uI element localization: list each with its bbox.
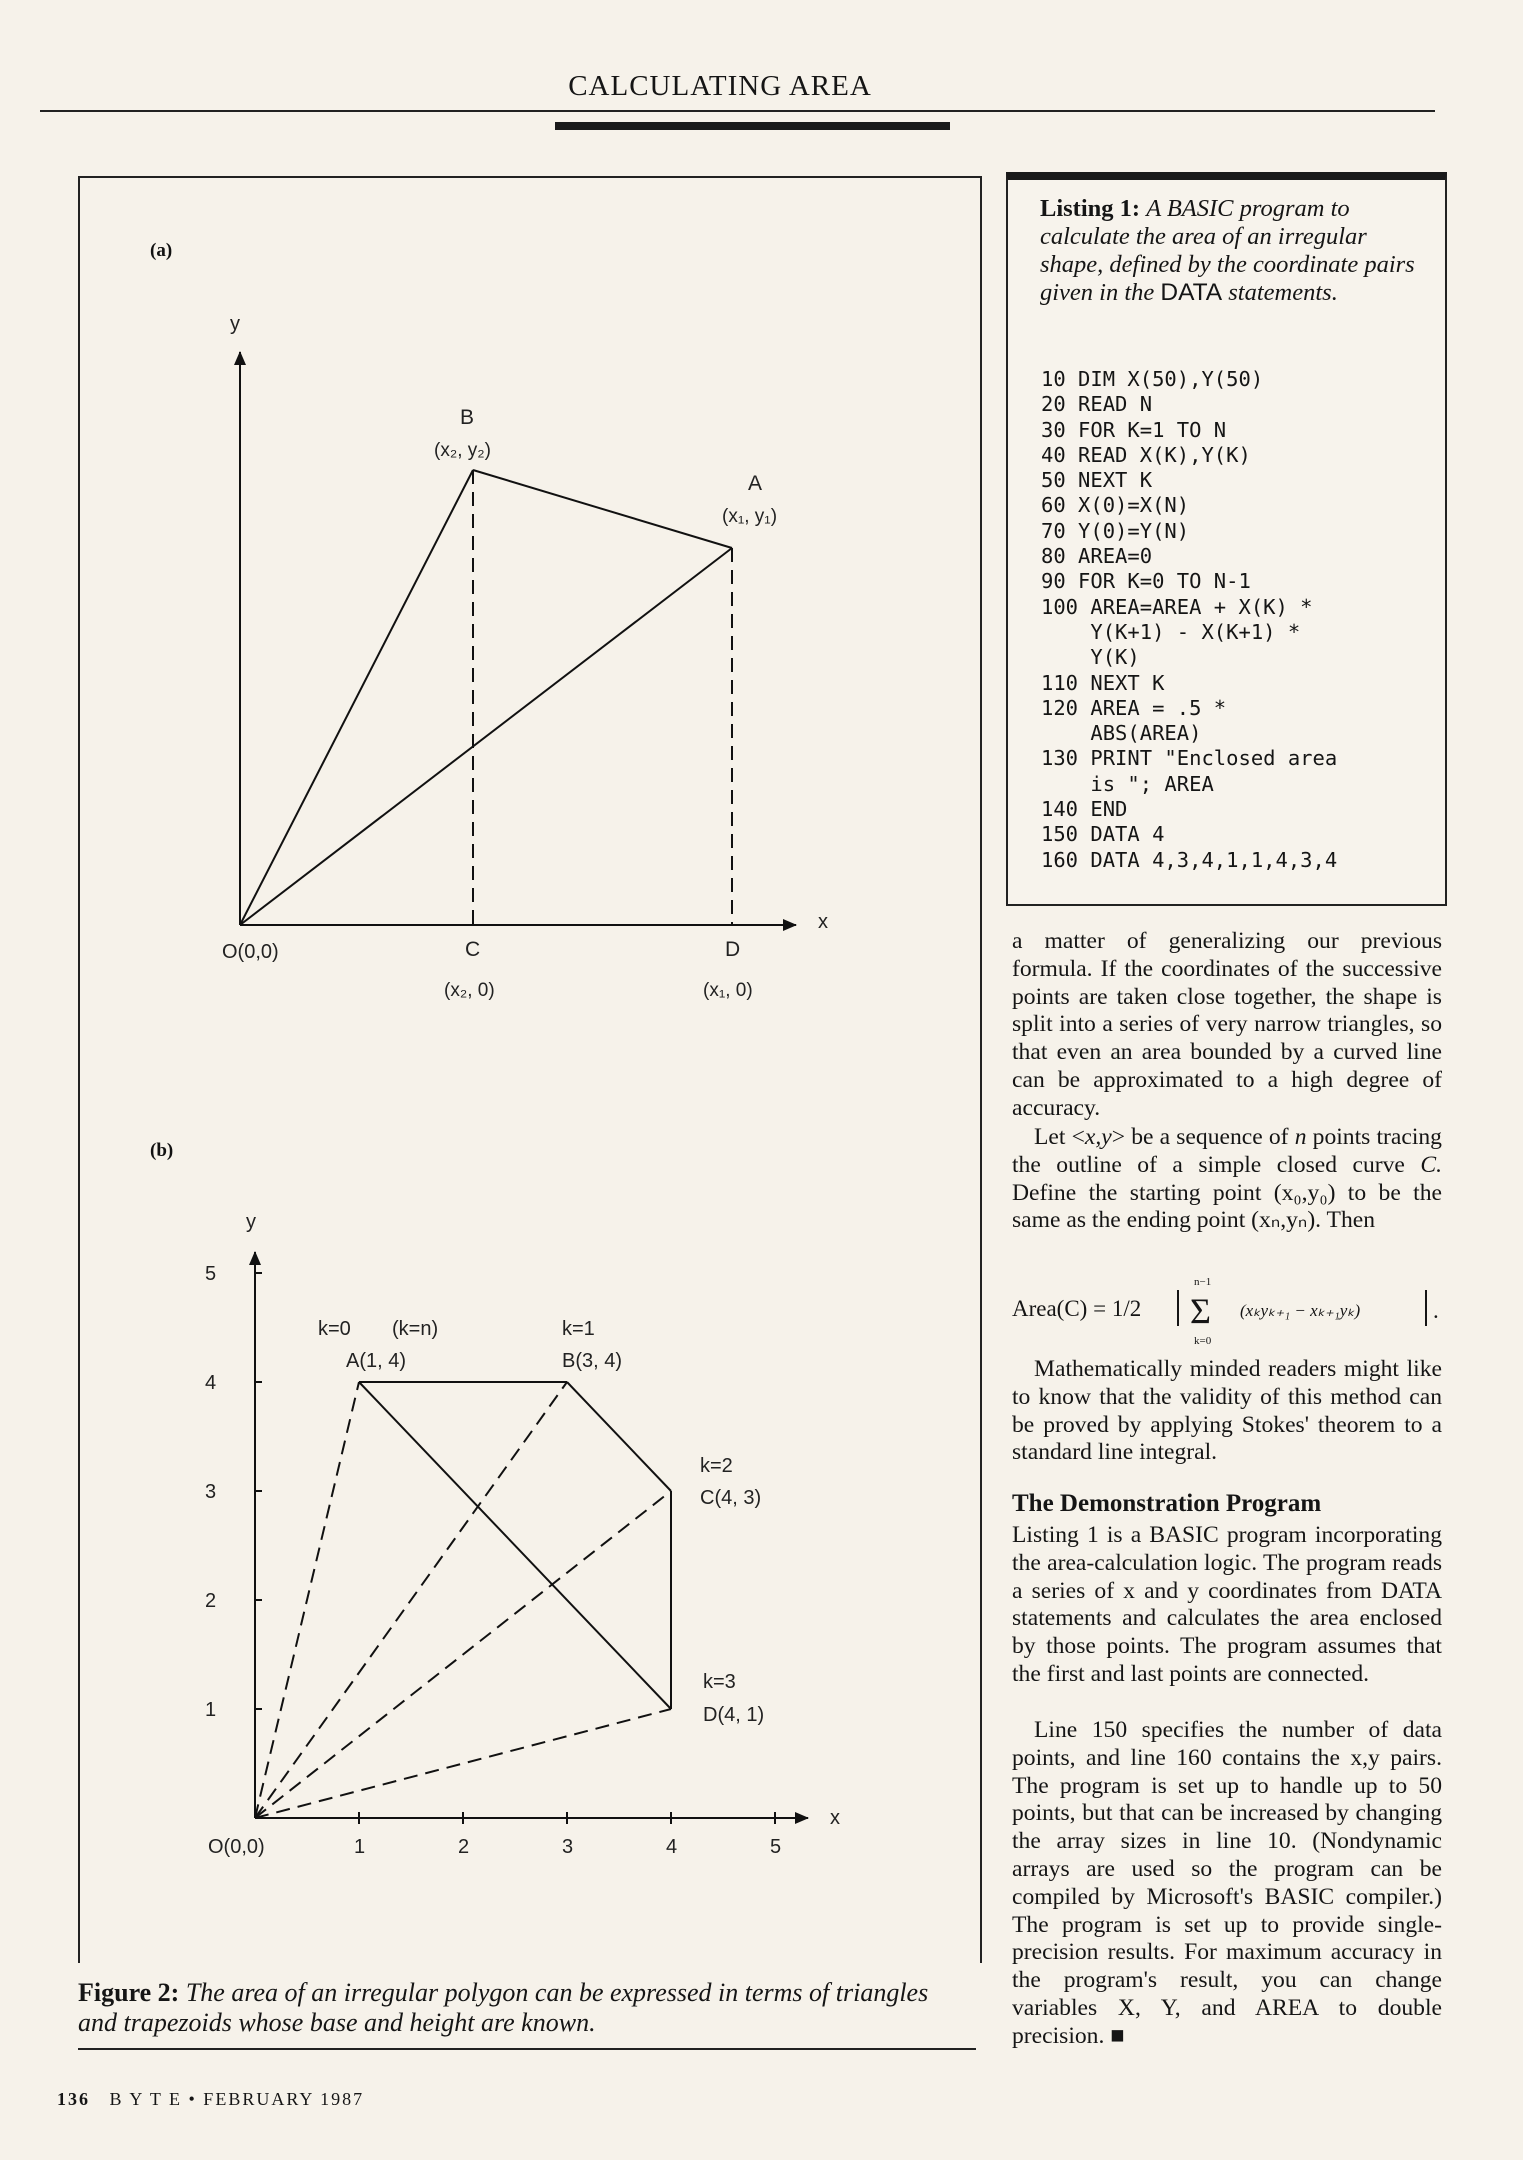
listing-caption-end: statements. <box>1228 279 1338 306</box>
ray-to-vertex-0 <box>255 1382 359 1818</box>
article-paragraph-4: Listing 1 is a BASIC program incorporating the area-calculation logic. The program reads a series of x and y coordinates from DATA statements and calculates the area enclosed by those points. The program assumes that the first and last points are connected. <box>1012 1522 1442 1687</box>
x-tick-label: 3 <box>562 1836 574 1858</box>
segment-o-a <box>240 548 732 925</box>
figure-caption-text: The area of an irregular polygon can be expressed in terms of triangles and trapezoids whose base and height are known. <box>78 1978 929 2037</box>
origin-label: O(0,0) <box>222 941 279 963</box>
figure-caption <box>78 1978 968 2038</box>
vertex-b-name: B(3, 4) <box>562 1350 623 1372</box>
formula-upper-limit: n−1 <box>1194 1276 1212 1288</box>
vertex-d-name: D(4, 1) <box>703 1704 765 1726</box>
ray-to-vertex-2 <box>255 1491 671 1818</box>
section-heading: The Demonstration Program <box>1012 1490 1322 1517</box>
y-tick-label: 2 <box>205 1590 217 1612</box>
y-tick-label: 4 <box>205 1372 217 1394</box>
panel-a-y-label: y <box>230 313 240 335</box>
listing-caption <box>1040 195 1420 307</box>
vertex-c-k: k=2 <box>700 1455 733 1477</box>
figure-caption-label: Figure 2: <box>78 1978 180 2007</box>
x-tick-label: 2 <box>458 1836 470 1858</box>
y-tick-label: 5 <box>205 1263 217 1285</box>
x-tick-label: 5 <box>770 1836 782 1858</box>
vertex-labels <box>318 1318 764 1726</box>
listing-label: Listing 1: <box>1040 195 1141 222</box>
panel-b <box>150 1140 840 1858</box>
running-header: CALCULATING AREA <box>568 70 872 102</box>
vertex-d-k: k=3 <box>703 1671 736 1693</box>
formula-end: . <box>1433 1298 1439 1323</box>
formula-sigma: Σ <box>1190 1291 1211 1331</box>
para2-n: n <box>1294 1124 1307 1150</box>
x-tick-label: 1 <box>354 1836 366 1858</box>
basic-listing-code: 10 DIM X(50),Y(50) 20 READ N 30 FOR K=1 TO N 40 READ X(K),Y(K) 50 NEXT K 60 X(0)=X(N) 70 Y(0)=Y(N) 80 AREA=0 90 FOR K=0 TO N-1 100 AREA=AREA + X(K) * Y(K+1) - X(K+1) * Y(K) 110 NEXT K 120 AREA = .5 * ABS(AREA) 130 PRINT "Enclosed area is "; AREA 140 END 150 DATA 4 160 DATA 4,3,4,1,1,4,3,4 <box>1041 367 1338 872</box>
panel-b-x-label: x <box>830 1807 840 1829</box>
figure-bottom-rule <box>78 2048 976 2050</box>
article-paragraph-3: Mathematically minded readers might like to know that the validity of this method can be proved by applying Stokes' theorem to a standard line integral. <box>1012 1356 1442 1466</box>
vertex-a-name: A(1, 4) <box>346 1350 407 1372</box>
area-formula <box>1012 1268 1442 1350</box>
para2-xy: x,y <box>1084 1124 1112 1150</box>
point-d-label: D <box>725 938 741 961</box>
para2-part-b: > be a sequence of <box>1111 1124 1289 1150</box>
point-d-coords: (x₁, 0) <box>703 980 753 1001</box>
origin-b-label: O(0,0) <box>208 1836 265 1858</box>
formula-lower-limit: k=0 <box>1194 1335 1212 1347</box>
vertex-a-k: k=0 <box>318 1318 351 1340</box>
x-tick-label: 4 <box>666 1836 678 1858</box>
panel-b-y-label: y <box>246 1211 256 1233</box>
point-a-coords: (x₁, y₁) <box>722 506 778 527</box>
panel-a <box>150 240 828 1001</box>
formula-term: (xₖyₖ₊₁ − xₖ₊₁yₖ) <box>1240 1301 1361 1320</box>
panel-b-ticks <box>205 1263 781 1858</box>
point-a-label: A <box>748 472 763 495</box>
footer-text: B Y T E • FEBRUARY 1987 <box>109 2089 365 2109</box>
point-c-coords: (x₂, 0) <box>444 980 495 1001</box>
panel-a-label: (a) <box>150 240 173 261</box>
ray-to-vertex-1 <box>255 1382 567 1818</box>
page-footer <box>57 2089 364 2110</box>
segment-b-a <box>473 470 732 548</box>
panel-b-polygon <box>255 1382 671 1818</box>
y-tick-label: 1 <box>205 1699 217 1721</box>
point-b-label: B <box>460 406 475 429</box>
formula-lhs: Area(C) = 1/2 <box>1012 1296 1142 1321</box>
point-c-label: C <box>465 938 481 961</box>
article-paragraph-5: Line 150 specifies the number of data points, and line 160 contains the x,y pairs. The program is set up to handle up to 50 points, but that can be increased by changing the array sizes in line 10. (Nondynamic arrays are used so the program can be compiled by Microsoft's BASIC compiler.) The program is set up to provide single-precision results. For maximum accuracy in the program's result, you can change variables X, Y, and AREA to double precision. ■ <box>1012 1717 1442 2049</box>
panel-b-label: (b) <box>150 1140 174 1161</box>
ray-to-vertex-3 <box>255 1709 671 1818</box>
para2-part-c: points tracing the outline of a simple closed curve <box>1012 1124 1442 1178</box>
polygon-edge-3 <box>359 1382 671 1709</box>
segment-o-b <box>240 470 473 925</box>
para2-part-a: Let < <box>1034 1124 1085 1150</box>
para2-curve-c: C. <box>1420 1151 1443 1178</box>
article-paragraph-1: a matter of generalizing our previous formula. If the coordinates of the successive points are taken close together, the shape is split into a series of very narrow triangles, so that even an area bounded by a curved line can be approximated to a high degree of accuracy. <box>1012 928 1442 1121</box>
page-number: 136 <box>57 2089 90 2109</box>
vertex-c-name: C(4, 3) <box>700 1487 762 1509</box>
polygon-edge-1 <box>567 1382 671 1491</box>
para2-part-d: Define the starting point (x₀,y₀) to be the same as the ending point (xₙ,yₙ). Then <box>1012 1179 1442 1234</box>
listing-caption-data: DATA <box>1160 279 1223 306</box>
point-b-coords: (x₂, y₂) <box>434 440 491 461</box>
listing-caption-text: A BASIC program to calculate the area of an irregular shape, defined by the coordinate pairs given in the <box>1040 195 1415 306</box>
panel-a-x-label: x <box>818 911 828 933</box>
vertex-a-alt: (k=n) <box>392 1318 439 1340</box>
y-tick-label: 3 <box>205 1481 217 1503</box>
article-paragraph-2 <box>1012 1124 1442 1235</box>
vertex-b-k: k=1 <box>562 1318 595 1340</box>
